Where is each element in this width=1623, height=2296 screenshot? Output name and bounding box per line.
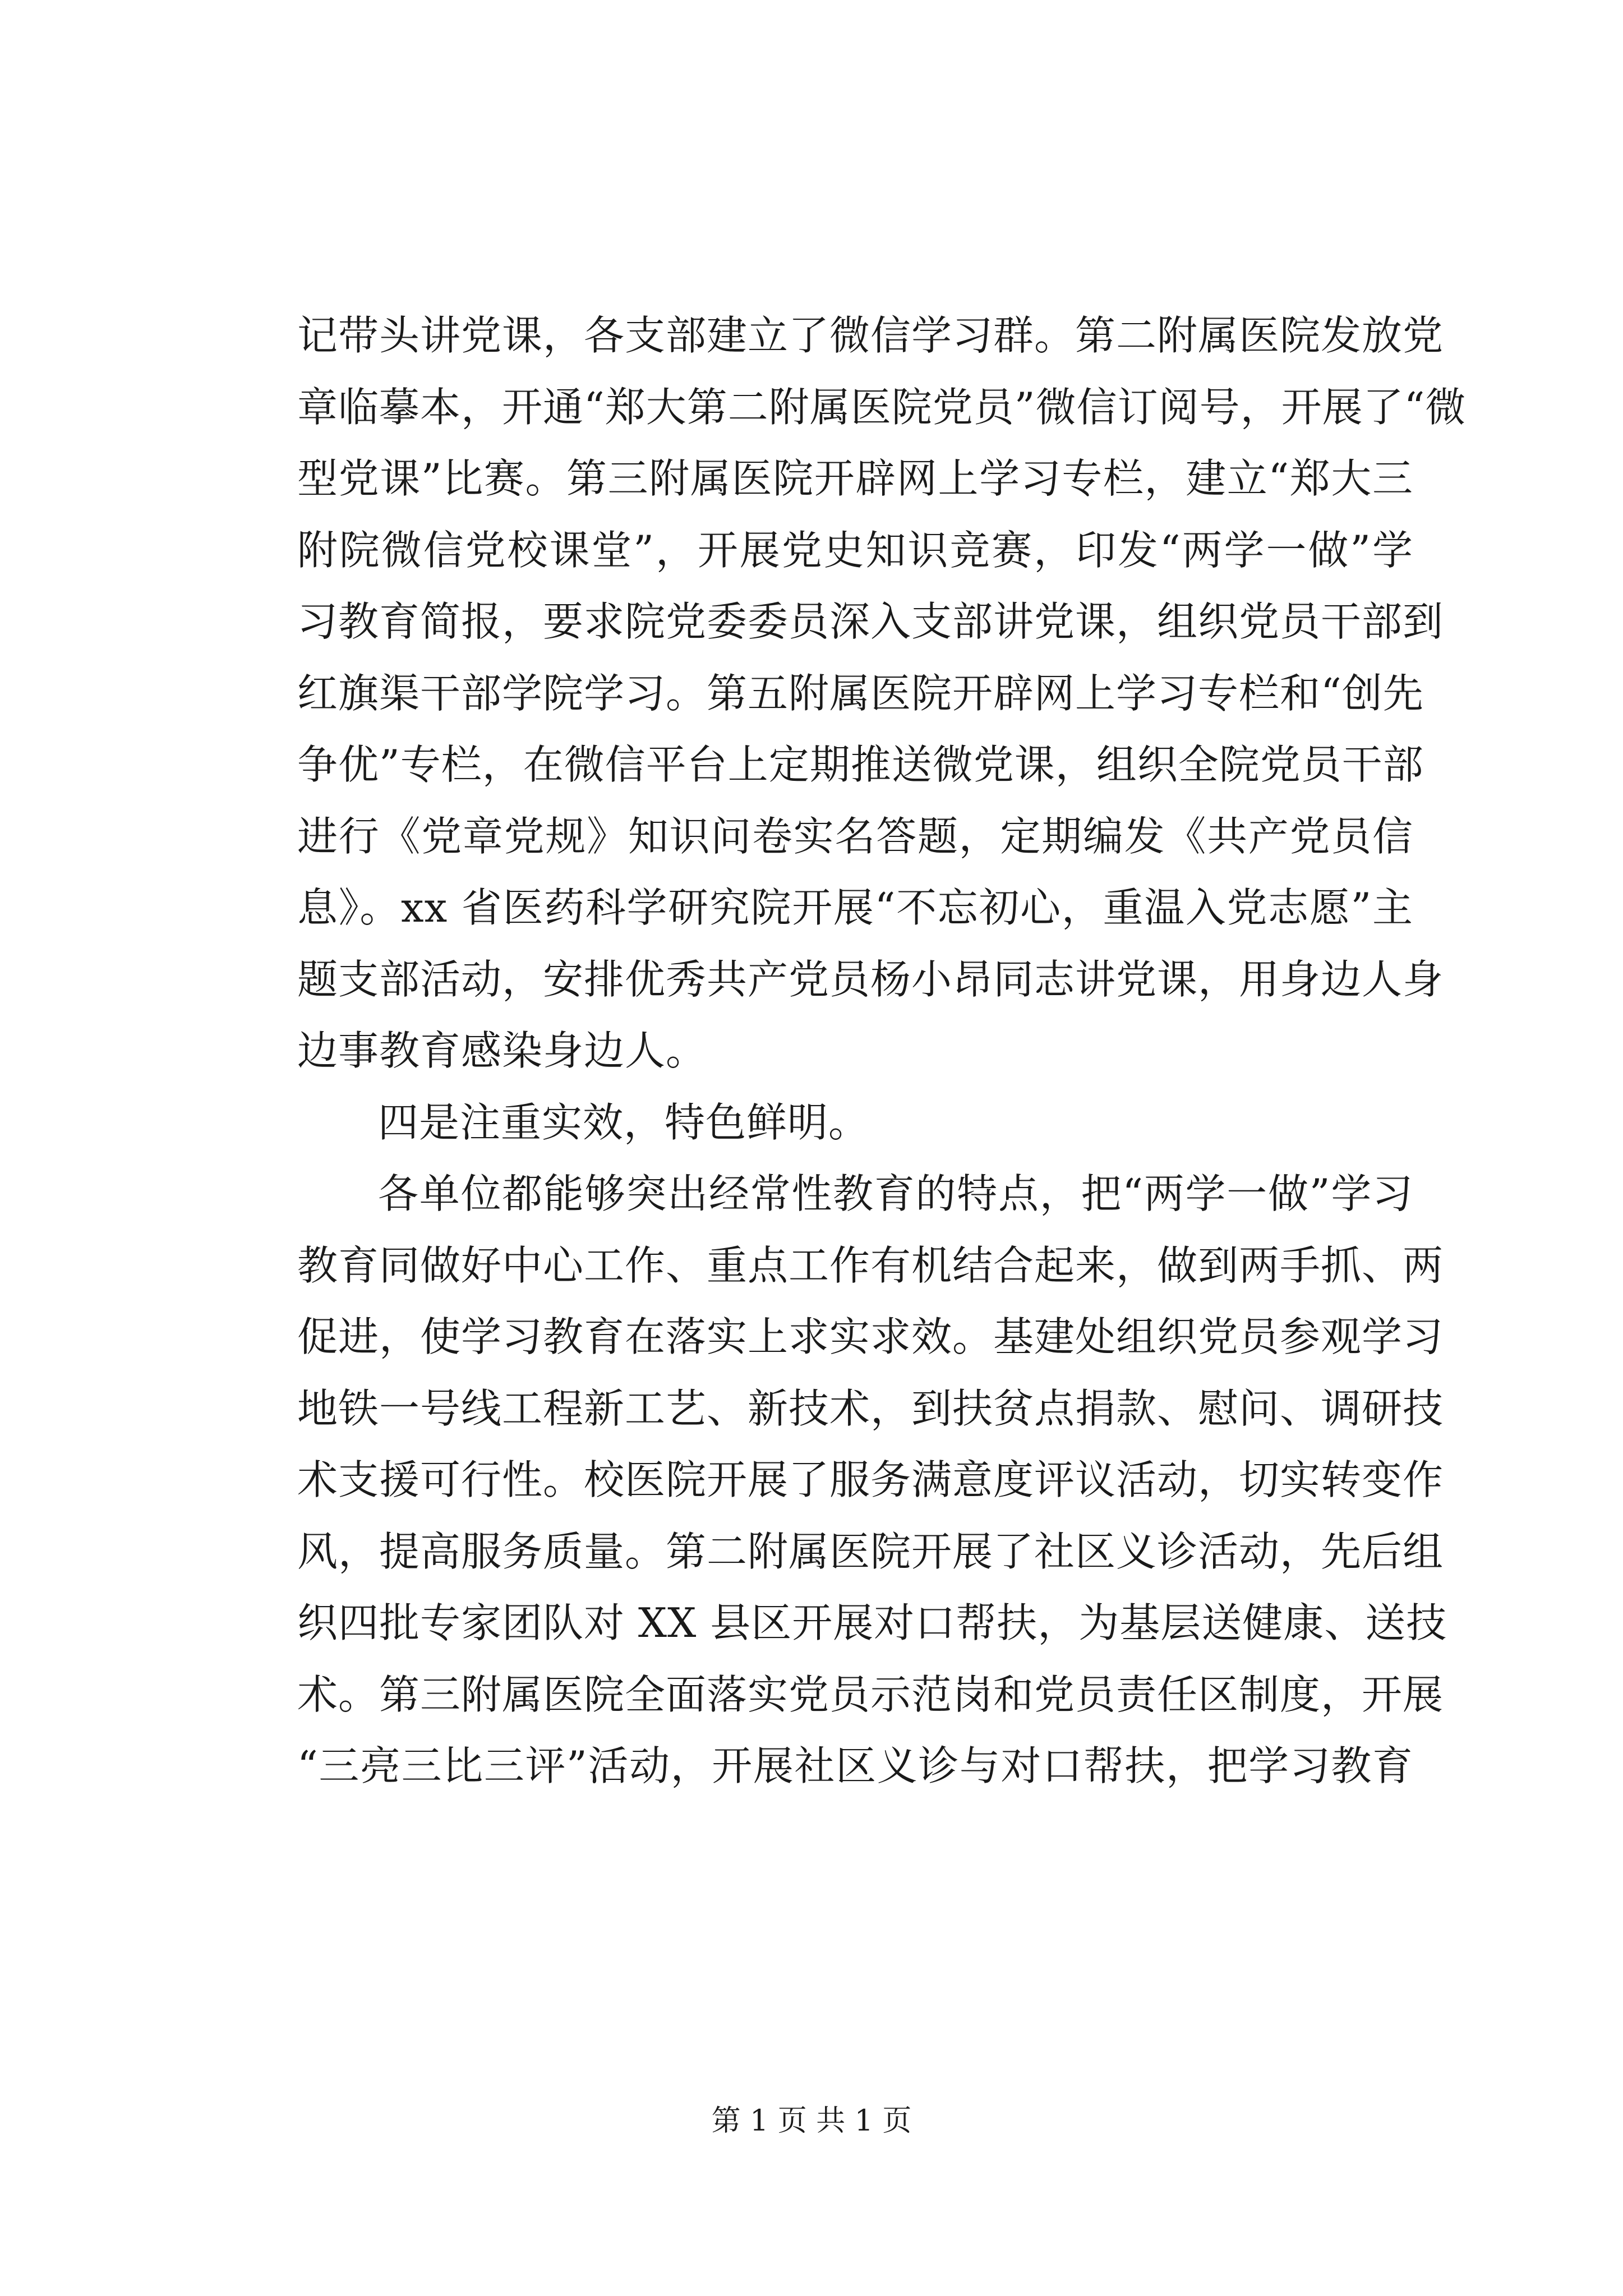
text-line-11: 边事教育感染身边人。 [297,1027,707,1074]
text-line-5: 习教育简报，要求院党委委员深入支部讲党课，组织党员干部到 [297,598,1444,645]
text-line-14: 教育同做好中心工作、重点工作有机结合起来，做到两手抓、两 [297,1241,1444,1289]
text-line-8: 进行《党章党规》知识问卷实名答题，定期编发《共产党员信 [297,812,1413,860]
text-line-10: 题支部活动，安排优秀共产党员杨小昂同志讲党课，用身边人身 [297,955,1444,1003]
text-line-9: 息》。xx 省医药科学研究院开展“不忘初心，重温入党志愿”主 [297,884,1413,931]
page-number: 第 1 页 共 1 页 [711,2104,912,2138]
text-line-20: 术。第三附属医院全面落实党员示范岗和党员责任区制度，开展 [297,1671,1444,1718]
text-line-4: 附院微信党校课堂”，开展党史知识竞赛，印发“两学一做”学 [297,526,1413,574]
text-line-7: 争优”专栏，在微信平台上定期推送微党课，组织全院党员干部 [297,741,1424,788]
text-line-18: 风，提高服务质量。第二附属医院开展了社区义诊活动，先后组 [297,1527,1444,1575]
text-line-21: “三亮三比三评”活动，开展社区义诊与对口帮扶，把学习教育 [297,1742,1413,1789]
document-body [297,300,1467,1802]
text-line-2: 章临摹本，开通“郑大第二附属医院党员”微信订阅号，开展了“微 [297,383,1467,431]
text-line-15: 促进，使学习教育在落实上求实求效。基建处组织党员参观学习 [297,1313,1444,1360]
text-line-13: 各单位都能够突出经常性教育的特点，把“两学一做”学习 [378,1170,1413,1217]
text-line-19: 织四批专家团队对 XX 县区开展对口帮扶，为基层送健康、送技 [297,1599,1447,1646]
text-line-3: 型党课”比赛。第三附属医院开辟网上学习专栏，建立“郑大三 [297,455,1413,502]
page-footer [0,2097,1623,2139]
text-line-16: 地铁一号线工程新工艺、新技术，到扶贫点捐款、慰问、调研技 [297,1384,1444,1432]
text-line-1: 记带头讲党课，各支部建立了微信学习群。第二附属医院发放党 [297,312,1444,359]
text-line-17: 术支援可行性。校医院开展了服务满意度评议活动，切实转变作 [297,1456,1444,1503]
section-heading: 四是注重实效，特色鲜明。 [378,1098,870,1146]
text-line-6: 红旗渠干部学院学习。第五附属医院开辟网上学习专栏和“创先 [297,669,1424,717]
